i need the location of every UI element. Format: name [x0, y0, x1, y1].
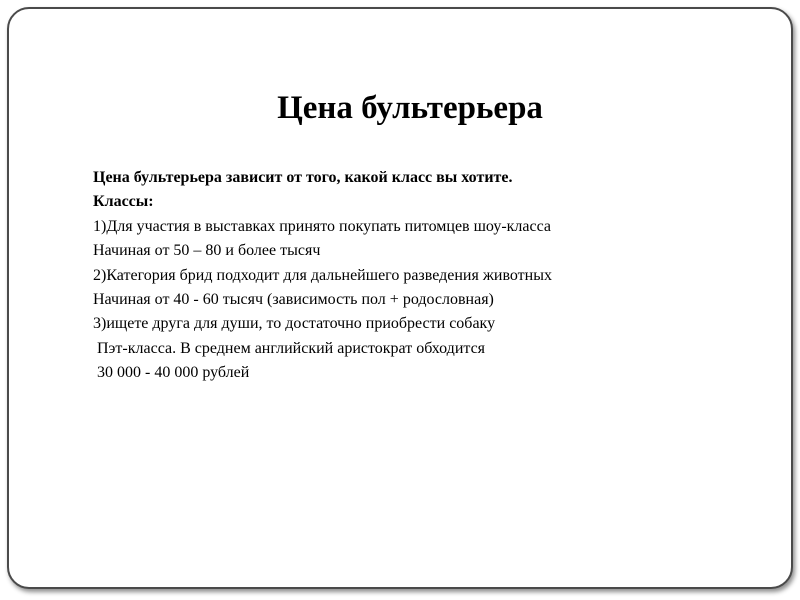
class-item-pet: 3)ищете друга для души, то достаточно приобрести собаку — [93, 315, 496, 333]
slide-body — [93, 166, 630, 386]
slide-title: Цена бультерьера — [277, 90, 543, 126]
class-item-breed-price: Начиная от 40 - 60 тысяч (зависимость пол + родословная) — [93, 291, 494, 309]
classes-label: Классы: — [93, 193, 154, 211]
class-item-pet-cont: Пэт-класса. В среднем английский аристократ обходится — [97, 339, 486, 357]
class-item-show-price: Начиная от 50 – 80 и более тысяч — [93, 242, 321, 260]
class-item-breed: 2)Категория брид подходит для дальнейшего разведения животных — [93, 266, 552, 284]
class-item-show: 1)Для участия в выставках принято покупать питомцев шоу-класса — [93, 217, 552, 235]
intro-text: Цена бультерьера зависит от того, какой класс вы хотите. — [93, 169, 513, 186]
class-item-pet-price: 30 000 - 40 000 рублей — [97, 364, 250, 382]
